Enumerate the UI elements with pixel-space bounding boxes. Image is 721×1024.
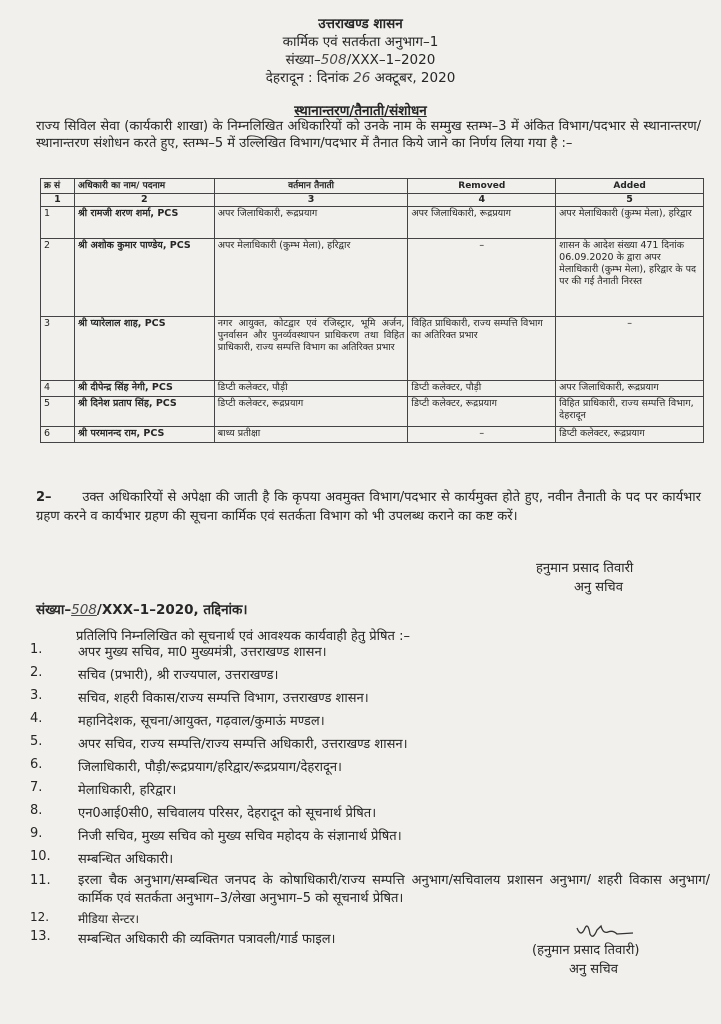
copy-list <box>30 642 710 952</box>
header-removed: Removed <box>408 179 556 194</box>
signatory-name-2: (हनुमान प्रसाद तिवारी) <box>532 943 640 958</box>
header-current: वर्तमान तैनाती <box>214 179 408 194</box>
intro-paragraph: राज्य सिविल सेवा (कार्यकारी शाखा) के निम्नलिखित अधिकारियों को उनके नाम के सम्मुख स्तम्भ–3 में अंकित विभाग/पदभार से स्थानान्तरण/स्थानान्तरण संशोधन करते हुए, स्तम्भ–5 में उल्लिखित विभाग/पदभार में तैनात किये जाने का निर्णय लिया गया है :– <box>36 119 701 151</box>
list-item: 8. एन0आई0सी0, सचिवालय परिसर, देहरादून को सूचनार्थ प्रेषित। <box>30 803 377 821</box>
list-item: 3. सचिव, शहरी विकास/राज्य सम्पत्ति विभाग, उत्तराखण्ड शासन। <box>30 688 369 706</box>
signatory-title: अनु सचिव <box>574 580 623 595</box>
handwritten-ref-number-2: 508 <box>71 602 97 618</box>
handwritten-signature-icon <box>575 920 635 942</box>
paragraph-2: 2– उक्त अधिकारियों से अपेक्षा की जाती है कि कृपया अवमुक्त विभाग/पदभार से कार्यमुक्त होते हुए, नवीन तैनाती के पद पर कार्यभार ग्रहण करने व कार्यभार ग्रहण की सूचना कार्मिक एवं सतर्कता विभाग को भी उपलब्ध कराने का कष्ट करें। <box>36 490 701 524</box>
list-item: 13. सम्बन्धित अधिकारी की व्यक्तिगत पत्रावली/गार्ड फाइल। <box>30 929 336 947</box>
table-row: 3 श्री प्यारेलाल शाह, PCS नगर आयुक्त, कोटद्वार एवं रजिस्ट्रार, भूमि अर्जन, पुनर्वासन और पुनर्व्यवस्थापन प्राधिकरण तथा विहित प्राधिकारी, राज्य सम्पत्ति विभाग का अतिरिक्त प्रभार विहित प्राधिकारी, राज्य सम्पत्ति विभाग का अतिरिक्त प्रभार – <box>41 317 704 381</box>
list-item: 9. निजी सचिव, मुख्य सचिव को मुख्य सचिव महोदय के संज्ञानार्थ प्रेषित। <box>30 826 402 844</box>
table-header-row <box>41 179 704 194</box>
signatory-title-2: अनु सचिव <box>569 962 618 977</box>
document-date: देहरादून : दिनांक 26 अक्टूबर, 2020 <box>265 70 456 86</box>
list-item: 2. सचिव (प्रभारी), श्री राज्यपाल, उत्तराखण्ड। <box>30 665 279 683</box>
copy-reference-number: संख्या–508/XXX–1–2020, तद्दिनांक। <box>36 602 248 618</box>
transfer-table <box>40 178 704 443</box>
signatory-name: हनुमान प्रसाद तिवारी <box>536 561 634 576</box>
table-row: 2 श्री अशोक कुमार पाण्डेय, PCS अपर मेलाधिकारी (कुम्भ मेला), हरिद्वार – शासन के आदेश संख्या 471 दिनांक 06.09.2020 के द्वारा अपर मेलाधिकारी (कुम्भ मेला), हरिद्वार के पद पर की गई तैनाती निरस्त <box>41 239 704 317</box>
list-item: 4. महानिदेशक, सूचना/आयुक्त, गढ़वाल/कुमाऊं मण्डल। <box>30 711 325 729</box>
govt-title: उत्तराखण्ड शासन <box>318 16 403 32</box>
list-item: 7. मेलाधिकारी, हरिद्वार। <box>30 780 177 798</box>
header-added: Added <box>556 179 704 194</box>
reference-number: संख्या–508/XXX–1–2020 <box>285 52 436 68</box>
list-item: 6. जिलाधिकारी, पौड़ी/रूद्रप्रयाग/हरिद्वार/रूद्रप्रयाग/देहरादून। <box>30 757 342 775</box>
list-item: 5. अपर सचिव, राज्य सम्पत्ति/राज्य सम्पत्ति अधिकारी, उत्तराखण्ड शासन। <box>30 734 408 752</box>
subject-heading: स्थानान्तरण/तैनाती/संशोधन <box>294 103 427 119</box>
table-row: 6 श्री परमानन्द राम, PCS बाध्य प्रतीक्षा – डिप्टी कलेक्टर, रूद्रप्रयाग <box>41 427 704 443</box>
list-item: 12. मीडिया सेन्टर। <box>30 910 140 926</box>
table-column-numbers: 1 2 3 4 5 <box>41 194 704 207</box>
table-row: 5 श्री दिनेश प्रताप सिंह, PCS डिप्टी कलेक्टर, रूद्रप्रयाग डिप्टी कलेक्टर, रूद्रप्रयाग विहित प्राधिकारी, राज्य सम्पत्ति विभाग, देहरादून <box>41 397 704 427</box>
table-row: 4 श्री दीपेन्द्र सिंह नेगी, PCS डिप्टी कलेक्टर, पौड़ी डिप्टी कलेक्टर, पौड़ी अपर जिलाधिकारी, रूद्रप्रयाग <box>41 381 704 397</box>
table-row: 1 श्री रामजी शरण शर्मा, PCS अपर जिलाधिकारी, रूद्रप्रयाग अपर जिलाधिकारी, रूद्रप्रयाग अपर मेलाधिकारी (कुम्भ मेला), हरिद्वार <box>41 207 704 239</box>
department-title: कार्मिक एवं सतर्कता अनुभाग–1 <box>282 34 439 50</box>
list-item: 1. अपर मुख्य सचिव, मा0 मुख्यमंत्री, उत्तराखण्ड शासन। <box>30 642 327 660</box>
handwritten-date-day: 26 <box>353 70 371 86</box>
handwritten-ref-number: 508 <box>320 52 347 68</box>
list-item: 11. इरला चैक अनुभाग/सम्बन्धित जनपद के कोषाधिकारी/राज्य सम्पत्ति अनुभाग/सचिवालय प्रशासन अनुभाग/ शहरी विकास अनुभाग/कार्मिक एवं सतर्कता अनुभाग–3/लेखा अनुभाग–5 को सूचनार्थ प्रेषित। <box>30 873 710 906</box>
header-name: अधिकारी का नाम/ पदनाम <box>74 179 214 194</box>
paragraph-2-number: 2– <box>36 490 52 505</box>
list-item: 10. सम्बन्धित अधिकारी। <box>30 849 174 867</box>
copy-intro: प्रतिलिपि निम्नलिखित को सूचनार्थ एवं आवश्यक कार्यवाही हेतु प्रेषित :– <box>76 629 410 644</box>
header-sn: क्र सं <box>41 179 75 194</box>
